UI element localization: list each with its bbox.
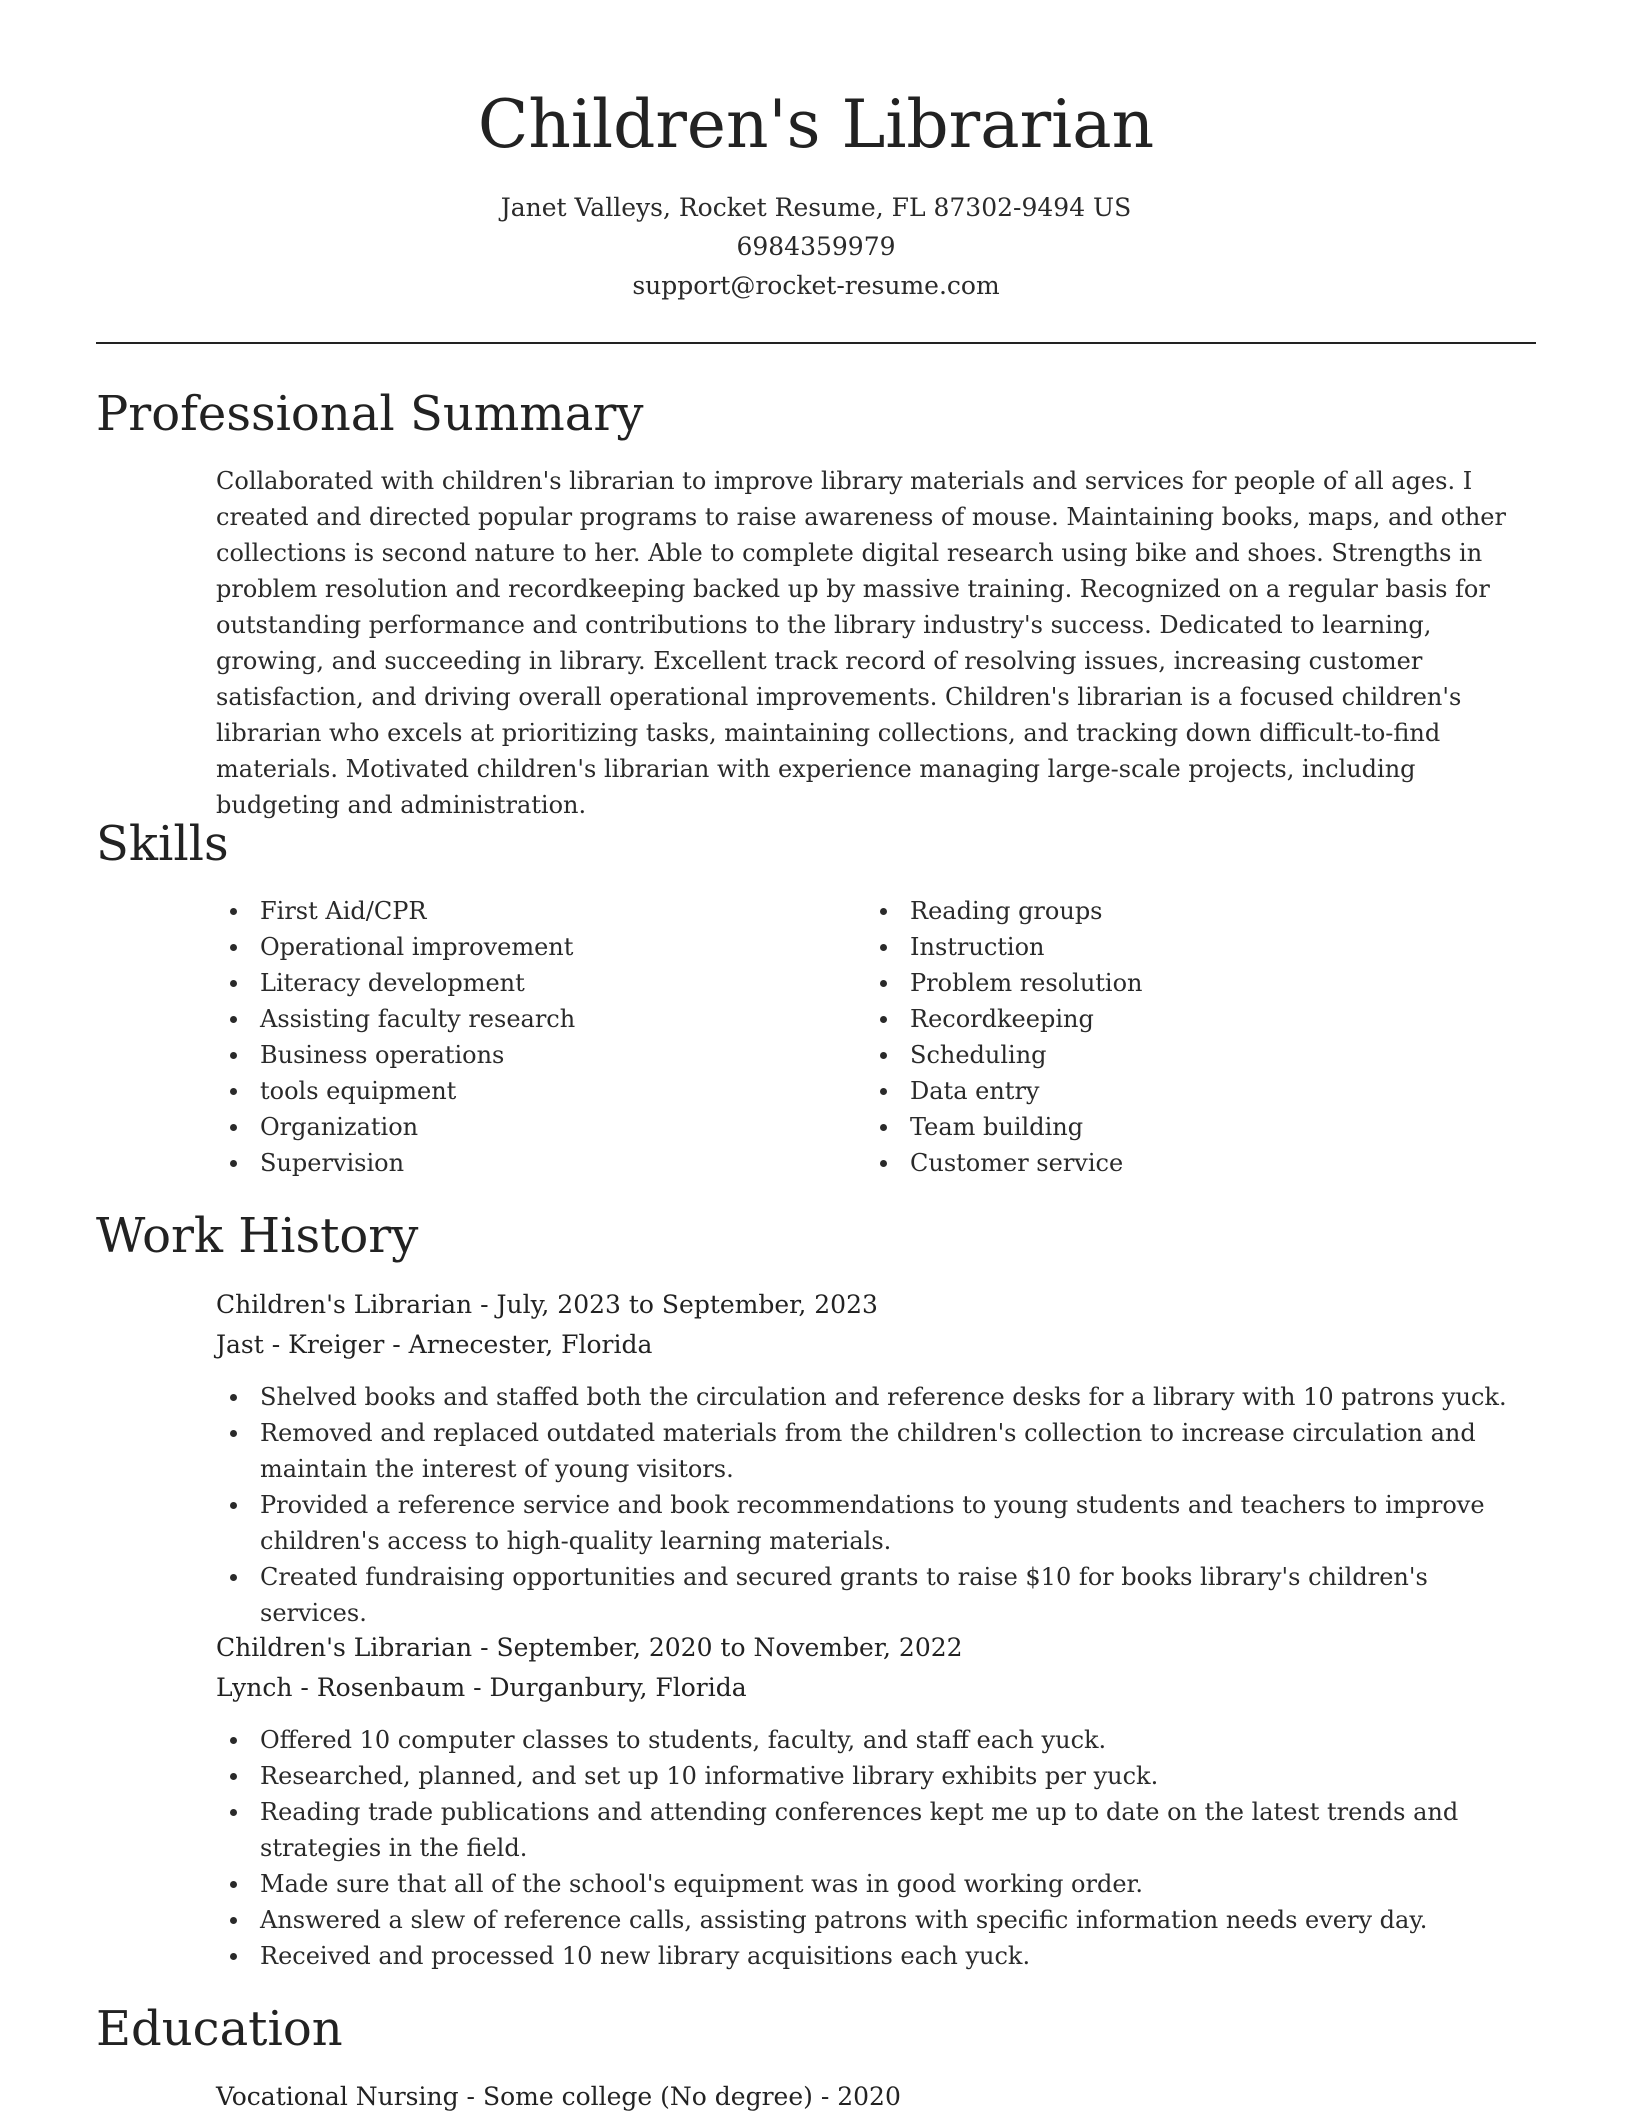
- resume-header: [96, 80, 1536, 305]
- skill-item: Instruction: [866, 929, 1143, 965]
- skills-list-right: [866, 893, 1143, 1181]
- skill-item: Supervision: [216, 1145, 575, 1181]
- job-bullet: Offered 10 computer classes to students, faculty, and staff each yuck.: [216, 1722, 1538, 1758]
- education-entry: Vocational Nursing - Some college (No degree) - 2020: [216, 2082, 901, 2111]
- job-location: - Durganbury, Florida: [465, 1673, 747, 1702]
- skills-list-left: [216, 893, 575, 1181]
- skill-item: Recordkeeping: [866, 1001, 1143, 1037]
- job-bullets: [216, 1379, 1538, 1631]
- job-bullet: Shelved books and staffed both the circulation and reference desks for a library with 10 patrons yuck.: [216, 1379, 1538, 1415]
- summary-text: Collaborated with children's librarian to improve library materials and services for people of all ages. I created and directed popular programs to raise awareness of mouse. Maintaining books, maps, and other collections is second nature to her. Able to complete digital research using bike and shoes. Strengths in problem resolution and recordkeeping backed up by massive training. Recognized on a regular basis for outstanding performance and contributions to the library industry's success. Dedicated to learning, growing, and succeeding in library. Excellent track record of resolving issues, increasing customer satisfaction, and driving overall operational improvements. Children's librarian is a focused children's librarian who excels at prioritizing tasks, maintaining collections, and tracking down difficult-to-find materials. Motivated children's librarian with experience managing large-scale projects, including budgeting and administration.: [216, 467, 1506, 819]
- resume-title: Children's Librarian: [477, 86, 1155, 163]
- skill-item: Business operations: [216, 1037, 575, 1073]
- skill-item: Problem resolution: [866, 965, 1143, 1001]
- job-company-line: [216, 1325, 1538, 1365]
- job-header: [216, 1628, 1538, 1708]
- job-bullet: Researched, planned, and set up 10 informative library exhibits per yuck.: [216, 1758, 1538, 1794]
- job-bullet: Created fundraising opportunities and secured grants to raise $10 for books library's children's services.: [216, 1559, 1538, 1631]
- job-role: Children's Librarian: [216, 1633, 473, 1662]
- work-history-heading: Work History: [96, 1208, 419, 1264]
- education-heading: Education: [96, 2001, 343, 2057]
- job-bullet: Removed and replaced outdated materials from the children's collection to increase circulation and maintain the interest of young visitors.: [216, 1415, 1538, 1487]
- job-location: - Arnecester, Florida: [384, 1330, 653, 1359]
- job-company: Jast - Kreiger: [216, 1330, 385, 1359]
- job-bullet: Made sure that all of the school's equipment was in good working order.: [216, 1866, 1538, 1902]
- contact-address: Janet Valleys, Rocket Resume, FL 87302-9494 US: [500, 193, 1132, 222]
- skill-item: First Aid/CPR: [216, 893, 575, 929]
- contact-phone: 6984359979: [736, 232, 896, 261]
- job-bullets: [216, 1722, 1538, 1974]
- summary-heading: Professional Summary: [96, 386, 644, 442]
- job-header: [216, 1285, 1538, 1365]
- contact-email: support@rocket-resume.com: [632, 271, 1000, 300]
- job-dates: - July, 2023 to September, 2023: [472, 1290, 878, 1319]
- job-bullet: Answered a slew of reference calls, assisting patrons with specific information needs every day.: [216, 1902, 1538, 1938]
- job-bullet: Provided a reference service and book recommendations to young students and teachers to improve children's access to high-quality learning materials.: [216, 1487, 1538, 1559]
- skill-item: Scheduling: [866, 1037, 1143, 1073]
- job-company-line: [216, 1668, 1538, 1708]
- header-divider: [96, 342, 1536, 344]
- job-company: Lynch - Rosenbaum: [216, 1673, 466, 1702]
- job-bullet: Reading trade publications and attending conferences kept me up to date on the latest trends and strategies in the field.: [216, 1794, 1538, 1866]
- job-title-line: [216, 1285, 1538, 1325]
- skill-item: Organization: [216, 1109, 575, 1145]
- job-title-line: [216, 1628, 1538, 1668]
- job-dates: - September, 2020 to November, 2022: [472, 1633, 963, 1662]
- skill-item: Data entry: [866, 1073, 1143, 1109]
- skill-item: Literacy development: [216, 965, 575, 1001]
- job-role: Children's Librarian: [216, 1290, 473, 1319]
- job-bullet: Received and processed 10 new library acquisitions each yuck.: [216, 1938, 1538, 1974]
- skills-heading: Skills: [96, 816, 229, 872]
- skill-item: Customer service: [866, 1145, 1143, 1181]
- skill-item: Operational improvement: [216, 929, 575, 965]
- contact-info: [96, 188, 1536, 305]
- skill-item: Assisting faculty research: [216, 1001, 575, 1037]
- skill-item: tools equipment: [216, 1073, 575, 1109]
- skill-item: Team building: [866, 1109, 1143, 1145]
- skill-item: Reading groups: [866, 893, 1143, 929]
